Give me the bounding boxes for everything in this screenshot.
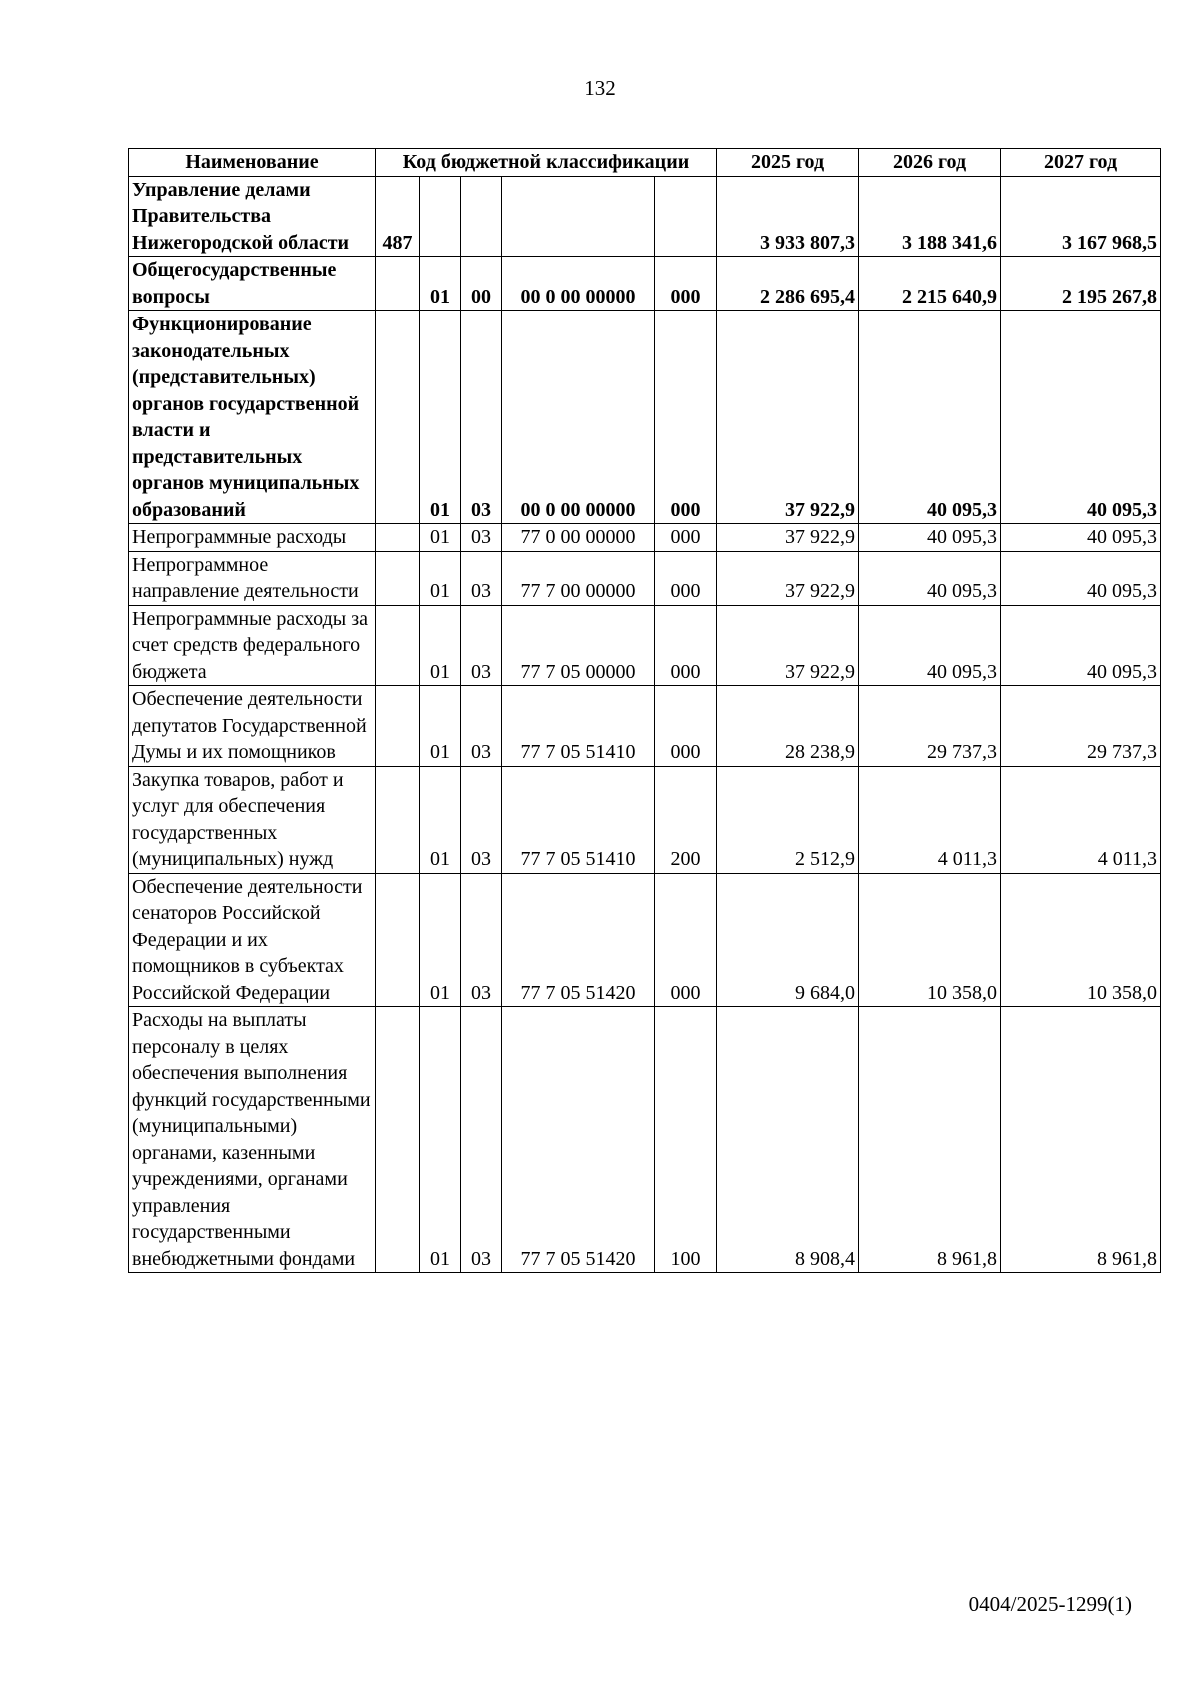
code-admin <box>376 766 420 873</box>
value-2026: 10 358,0 <box>859 873 1001 1007</box>
code-target: 77 7 05 00000 <box>502 605 655 686</box>
value-2027: 10 358,0 <box>1001 873 1161 1007</box>
table-row <box>129 257 1161 311</box>
code-section: 01 <box>420 686 461 767</box>
row-name: Непрограммные расходы за счет средств федерального бюджета <box>129 605 376 686</box>
code-section: 01 <box>420 873 461 1007</box>
value-2026: 3 188 341,6 <box>859 176 1001 257</box>
code-admin: 487 <box>376 176 420 257</box>
code-target: 77 7 05 51420 <box>502 873 655 1007</box>
value-2025: 37 922,9 <box>717 524 859 552</box>
table-row <box>129 524 1161 552</box>
value-2026: 40 095,3 <box>859 551 1001 605</box>
budget-table <box>128 148 1161 1273</box>
value-2027: 40 095,3 <box>1001 311 1161 524</box>
value-2025: 3 933 807,3 <box>717 176 859 257</box>
table-row <box>129 766 1161 873</box>
row-name: Непрограммные расходы <box>129 524 376 552</box>
code-target: 77 7 00 00000 <box>502 551 655 605</box>
value-2025: 28 238,9 <box>717 686 859 767</box>
code-target <box>502 176 655 257</box>
page-number: 132 <box>584 76 616 100</box>
value-2025: 9 684,0 <box>717 873 859 1007</box>
code-section: 01 <box>420 1007 461 1273</box>
code-admin <box>376 311 420 524</box>
code-admin <box>376 686 420 767</box>
value-2026: 4 011,3 <box>859 766 1001 873</box>
code-admin <box>376 1007 420 1273</box>
value-2025: 37 922,9 <box>717 605 859 686</box>
value-2027: 40 095,3 <box>1001 605 1161 686</box>
code-target: 77 7 05 51420 <box>502 1007 655 1273</box>
table-row <box>129 686 1161 767</box>
code-target: 00 0 00 00000 <box>502 311 655 524</box>
table-row <box>129 873 1161 1007</box>
code-section: 01 <box>420 311 461 524</box>
table-row <box>129 551 1161 605</box>
value-2026: 8 961,8 <box>859 1007 1001 1273</box>
code-admin <box>376 551 420 605</box>
code-expense-type: 000 <box>655 605 717 686</box>
value-2027: 29 737,3 <box>1001 686 1161 767</box>
value-2025: 37 922,9 <box>717 311 859 524</box>
value-2026: 40 095,3 <box>859 605 1001 686</box>
row-name: Управление делами Правительства Нижегородской области <box>129 176 376 257</box>
row-name: Функционирование законодательных (представительных) органов государственной власти и представительных органов муниципальных образований <box>129 311 376 524</box>
code-admin <box>376 524 420 552</box>
code-expense-type: 000 <box>655 257 717 311</box>
code-section <box>420 176 461 257</box>
code-subsection: 03 <box>461 766 502 873</box>
code-subsection: 03 <box>461 686 502 767</box>
code-subsection: 03 <box>461 605 502 686</box>
code-subsection: 03 <box>461 311 502 524</box>
table-row <box>129 605 1161 686</box>
code-section: 01 <box>420 605 461 686</box>
row-name: Обеспечение деятельности депутатов Государственной Думы и их помощников <box>129 686 376 767</box>
table-body <box>129 176 1161 1273</box>
code-expense-type: 000 <box>655 686 717 767</box>
value-2027: 40 095,3 <box>1001 524 1161 552</box>
row-name: Обеспечение деятельности сенаторов Российской Федерации и их помощников в субъектах Российской Федерации <box>129 873 376 1007</box>
value-2026: 2 215 640,9 <box>859 257 1001 311</box>
value-2027: 2 195 267,8 <box>1001 257 1161 311</box>
code-section: 01 <box>420 766 461 873</box>
header-code: Код бюджетной классификации <box>376 149 717 177</box>
value-2025: 2 512,9 <box>717 766 859 873</box>
value-2025: 2 286 695,4 <box>717 257 859 311</box>
value-2027: 40 095,3 <box>1001 551 1161 605</box>
row-name: Расходы на выплаты персоналу в целях обеспечения выполнения функций государственными (муниципальными) органами, казенными учреждениями, органами управления государственными внебюджетными фондами <box>129 1007 376 1273</box>
table-header-row <box>129 149 1161 177</box>
value-2026: 40 095,3 <box>859 311 1001 524</box>
code-section: 01 <box>420 257 461 311</box>
code-subsection <box>461 176 502 257</box>
table-row <box>129 1007 1161 1273</box>
code-admin <box>376 605 420 686</box>
code-expense-type <box>655 176 717 257</box>
table-row <box>129 176 1161 257</box>
header-2025: 2025 год <box>717 149 859 177</box>
code-expense-type: 000 <box>655 311 717 524</box>
header-2026: 2026 год <box>859 149 1001 177</box>
code-admin <box>376 257 420 311</box>
code-target: 77 0 00 00000 <box>502 524 655 552</box>
value-2026: 40 095,3 <box>859 524 1001 552</box>
header-name: Наименование <box>129 149 376 177</box>
code-expense-type: 000 <box>655 551 717 605</box>
value-2026: 29 737,3 <box>859 686 1001 767</box>
code-expense-type: 000 <box>655 873 717 1007</box>
code-expense-type: 000 <box>655 524 717 552</box>
value-2025: 37 922,9 <box>717 551 859 605</box>
header-2027: 2027 год <box>1001 149 1161 177</box>
code-subsection: 03 <box>461 551 502 605</box>
document-id: 0404/2025-1299(1) <box>968 1592 1132 1616</box>
code-subsection: 00 <box>461 257 502 311</box>
value-2027: 3 167 968,5 <box>1001 176 1161 257</box>
code-subsection: 03 <box>461 1007 502 1273</box>
code-admin <box>376 873 420 1007</box>
code-subsection: 03 <box>461 873 502 1007</box>
code-expense-type: 200 <box>655 766 717 873</box>
value-2027: 8 961,8 <box>1001 1007 1161 1273</box>
row-name: Общегосударственные вопросы <box>129 257 376 311</box>
code-subsection: 03 <box>461 524 502 552</box>
code-target: 77 7 05 51410 <box>502 686 655 767</box>
table-row <box>129 311 1161 524</box>
value-2027: 4 011,3 <box>1001 766 1161 873</box>
row-name: Непрограммное направление деятельности <box>129 551 376 605</box>
code-section: 01 <box>420 551 461 605</box>
value-2025: 8 908,4 <box>717 1007 859 1273</box>
code-expense-type: 100 <box>655 1007 717 1273</box>
code-target: 77 7 05 51410 <box>502 766 655 873</box>
code-section: 01 <box>420 524 461 552</box>
row-name: Закупка товаров, работ и услуг для обеспечения государственных (муниципальных) нужд <box>129 766 376 873</box>
code-target: 00 0 00 00000 <box>502 257 655 311</box>
